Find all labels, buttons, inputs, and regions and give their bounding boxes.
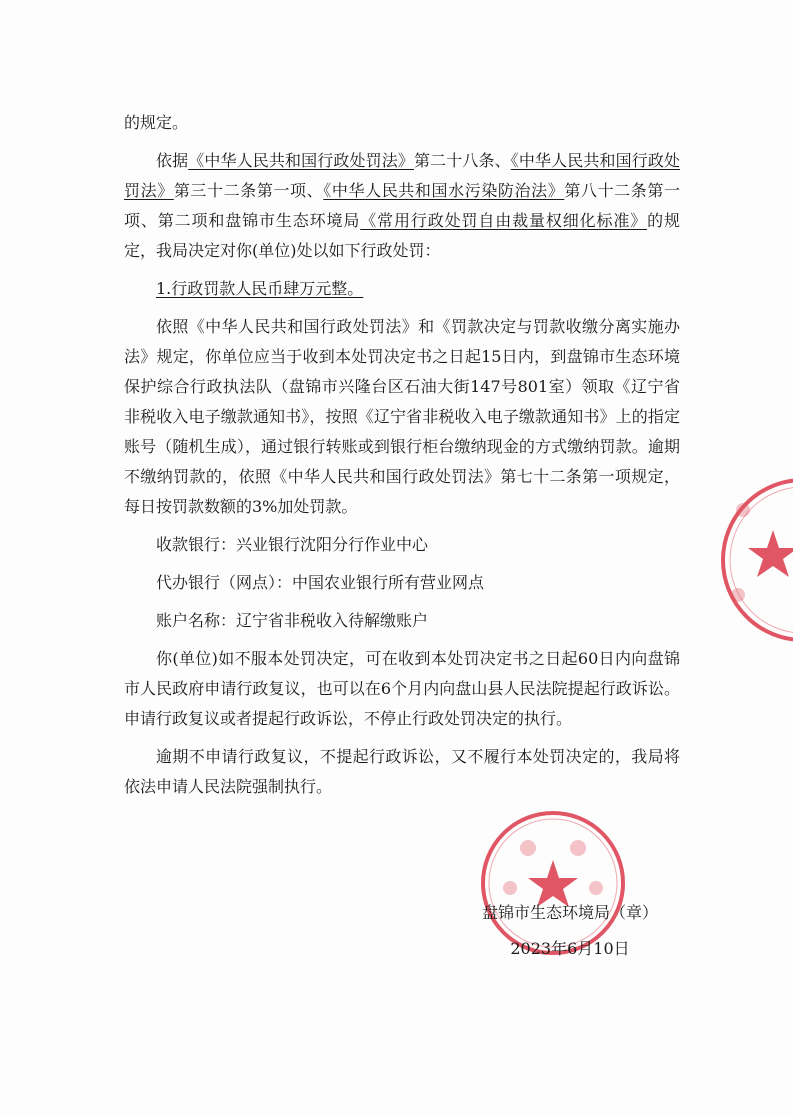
paragraph-penalty-item — [124, 274, 680, 304]
account-name-line — [124, 606, 680, 636]
account-name-label: 账户名称： — [156, 611, 237, 630]
paragraph-legal-basis — [124, 146, 680, 266]
law-citation: 《中华人民共和国行政处罚法》 — [188, 151, 414, 170]
signature-block — [460, 898, 680, 964]
paragraph-continuation: 的规定。 — [124, 113, 189, 132]
penalty-amount: 1.行政罚款人民币肆万元整。 — [156, 279, 364, 298]
issue-date: 2023年6月10日 — [510, 939, 630, 958]
agent-bank-label: 代办银行（网点）： — [156, 573, 293, 592]
law-citation: 《中华人民共和国行政处罚法》 — [124, 151, 680, 200]
document-body — [124, 108, 680, 802]
receiving-bank-value: 兴业银行沈阳分行作业中心 — [236, 535, 429, 554]
text-segment: 的规定，我局决定对你(单位)处以如下行政处罚： — [124, 211, 680, 260]
agent-bank-value: 中国农业银行所有营业网点 — [292, 573, 485, 592]
law-citation: 《中华人民共和国水污染防治法》 — [323, 181, 565, 200]
paragraph-payment-instructions: 依照《中华人民共和国行政处罚法》和《罚款决定与罚款收缴分离实施办法》规定，你单位应当于收到本处罚决定书之日起15日内，到盘锦市生态环境保护综合行政执法队（盘锦市兴隆台区石油大街147号801室）领取《辽宁省非税收入电子缴款通知书》，按照《辽宁省非税收入电子缴款通知书》上的指定账号（随机生成），通过银行转账或到银行柜台缴纳现金的方式缴纳罚款。逾期不缴纳罚款的，依照《中华人民共和国行政处罚法》第七十二条第一项规定，每日按罚款数额的3%加处罚款。 — [124, 317, 680, 516]
paragraph-appeal-rights: 你(单位)如不服本处罚决定，可在收到本处罚决定书之日起60日内向盘锦市人民政府申请行政复议，也可以在6个月内向盘山县人民法院提起行政诉讼。申请行政复议或者提起行政诉讼，不停止行政处罚决定的执行。 — [124, 649, 680, 728]
paragraph-enforcement: 逾期不申请行政复议，不提起行政诉讼，又不履行本处罚决定的，我局将依法申请人民法院强制执行。 — [124, 747, 680, 796]
agent-bank-line — [124, 568, 680, 598]
text-segment: 依据 — [156, 151, 189, 170]
receiving-bank-label: 收款银行： — [156, 535, 237, 554]
text-segment: 第八十二条第一项、第二项和盘锦市生态环境局 — [124, 181, 680, 230]
receiving-bank-line — [124, 530, 680, 560]
issuing-authority: 盘锦市生态环境局（章） — [481, 903, 658, 922]
text-segment: 第二十八条、 — [413, 151, 511, 170]
text-segment: 第三十二条第一项、 — [173, 181, 324, 200]
partial-seal-right-edge — [713, 470, 793, 650]
account-name-value: 辽宁省非税收入待解缴账户 — [236, 611, 429, 630]
standard-citation: 《常用行政处罚自由裁量权细化标准》 — [360, 211, 648, 230]
